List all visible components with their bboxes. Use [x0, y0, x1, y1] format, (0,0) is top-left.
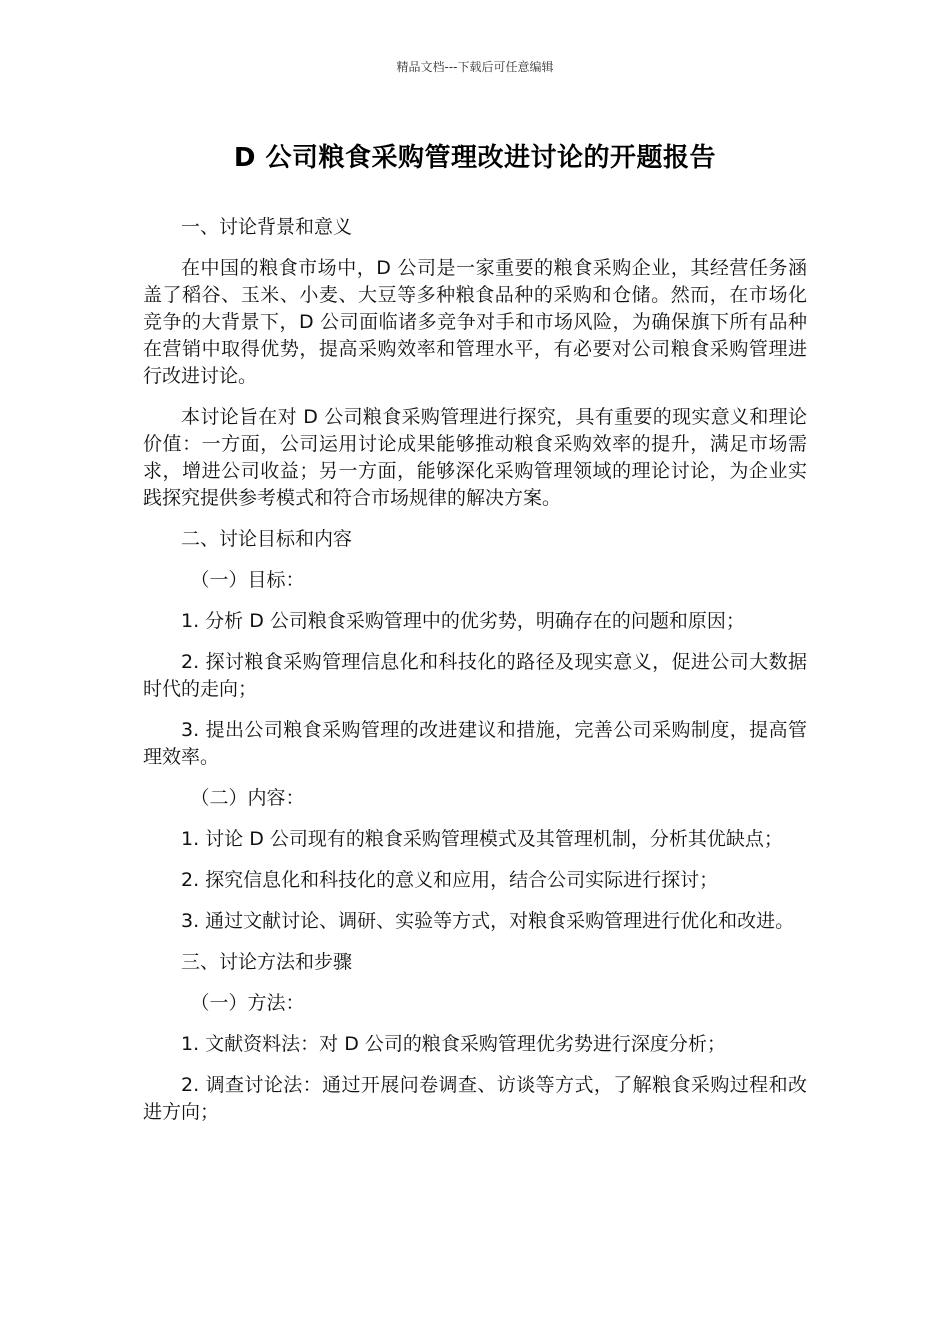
content-item-3: 3. 通过文献讨论、调研、实验等方式，对粮食采购管理进行优化和改进。: [181, 910, 795, 932]
section-heading-background: 一、讨论背景和意义: [181, 216, 353, 238]
content-item-1: 1. 讨论 D 公司现有的粮食采购管理模式及其管理机制，分析其优缺点；: [181, 828, 783, 850]
paragraph-background: 在中国的粮食市场中，D 公司是一家重要的粮食采购企业，其经营任务涵盖了稻谷、玉米、小麦、大豆等多种粮食品种的采购和仓储。然而，在市场化竞争的大背景下，D 公司面临诸多竞争对手和市场风险，为确保旗下所有品种在营销中取得优势，提高采购效率和管理水平，有必要对公司粮食采购管理进行改进讨论。: [143, 257, 807, 387]
method-item-2: 2. 调查讨论法：通过开展问卷调查、访谈等方式，了解粮食采购过程和改进方向；: [143, 1074, 807, 1123]
section-heading-goals-content: 二、讨论目标和内容: [181, 528, 353, 550]
subheading-content: （二）内容：: [190, 787, 305, 809]
method-item-1: 1. 文献资料法：对 D 公司的粮食采购管理优劣势进行深度分析；: [181, 1033, 726, 1055]
subheading-goals: （一）目标：: [190, 569, 305, 591]
subheading-methods: （一）方法：: [190, 992, 305, 1014]
goal-item-2: 2. 探讨粮食采购管理信息化和科技化的路径及现实意义，促进公司大数据时代的走向；: [143, 651, 807, 700]
header-note: 精品文档---下载后可任意编辑: [396, 60, 554, 74]
goal-item-1: 1. 分析 D 公司粮食采购管理中的优劣势，明确存在的问题和原因；: [181, 610, 745, 632]
section-heading-methods: 三、讨论方法和步骤: [181, 951, 353, 973]
document-title: D 公司粮食采购管理改进讨论的开题报告: [233, 143, 717, 173]
content-item-2: 2. 探究信息化和科技化的意义和应用，结合公司实际进行探讨；: [181, 869, 719, 891]
paragraph-significance: 本讨论旨在对 D 公司粮食采购管理进行探究，具有重要的现实意义和理论价值：一方面，公司运用讨论成果能够推动粮食采购效率的提升，满足市场需求，增进公司收益；另一方面，能够深化采购管理领域的理论讨论，为企业实践探究提供参考模式和符合市场规律的解决方案。: [143, 406, 807, 509]
document-body: [143, 214, 807, 1140]
goal-item-3: 3. 提出公司粮食采购管理的改进建议和措施，完善公司采购制度，提高管理效率。: [143, 719, 807, 768]
